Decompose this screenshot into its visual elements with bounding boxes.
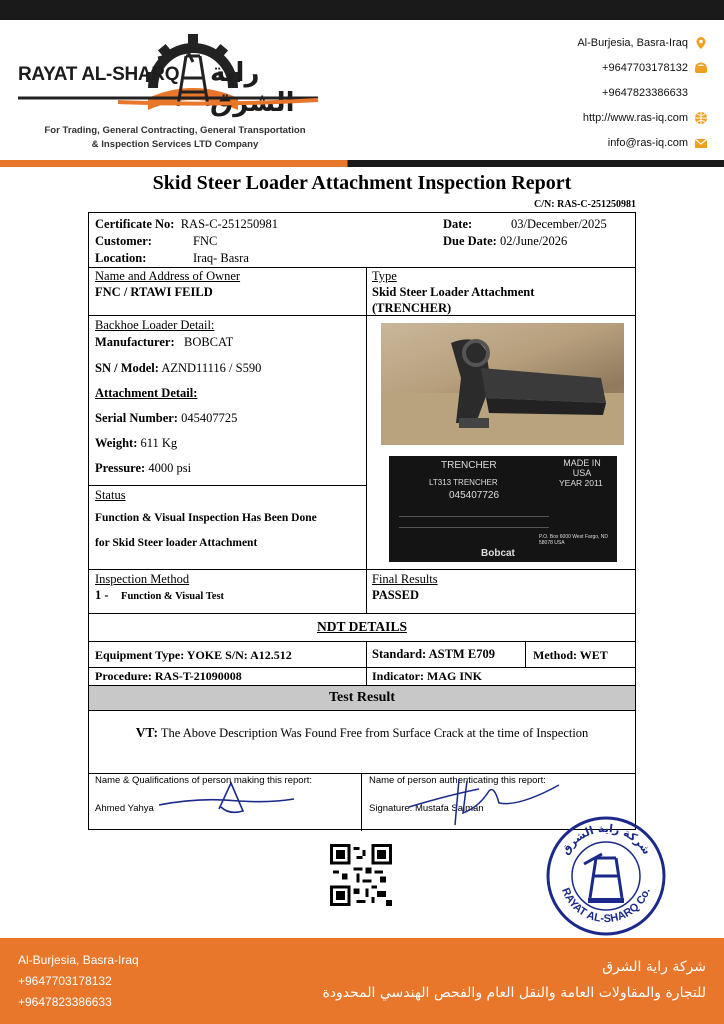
ndt-indicator: Indicator: MAG INK — [372, 669, 482, 683]
footer-phone1: +9647703178132 — [18, 974, 112, 988]
plate-year: YEAR 2011 — [559, 478, 603, 488]
plate-footer: P.O. Box 6000 West Fargo, ND 58078 USA — [539, 534, 609, 546]
footer-ar-line2: للتجارة والمقاولات العامة والنقل العام والفحص الهندسي المحدودة — [322, 985, 706, 1001]
plate-made-in: MADE IN USA — [563, 458, 601, 478]
nameplate-photo — [389, 456, 617, 562]
weight-value: 611 Kg — [140, 436, 178, 450]
attachment-heading: Attachment Detail: — [95, 386, 198, 400]
stamp-text-en: RAYAT AL-SHARQ Co. — [559, 886, 653, 926]
customer-label: Customer: — [95, 234, 152, 248]
globe-icon — [694, 111, 708, 125]
company-tagline — [20, 124, 330, 152]
report-table — [88, 212, 636, 830]
date-value: 03/December/2025 — [511, 217, 607, 231]
owner-heading: Name and Address of Owner — [95, 269, 241, 283]
certificate-label: Certificate No: — [95, 217, 175, 231]
tagline-line1: For Trading, General Contracting, General Transportation — [44, 125, 306, 136]
due-date-value: 02/June/2026 — [499, 234, 568, 248]
status-line1: Function & Visual Inspection Has Been Done — [95, 512, 317, 524]
phone-icon — [694, 61, 708, 75]
stamp-text-ar: شركة راية الشرق — [558, 821, 654, 857]
company-stamp — [544, 814, 668, 938]
contact-email[interactable]: info@ras-iq.com — [577, 130, 708, 155]
trencher-photo — [381, 323, 624, 445]
vt-text: The Above Description Was Found Free from Surface Crack at the time of Inspection — [160, 726, 589, 740]
type-line2: (TRENCHER) — [372, 301, 452, 315]
contact-website[interactable]: http://www.ras-iq.com — [577, 105, 708, 130]
footer-contact — [18, 950, 139, 1013]
contact-phone2: +9647823386633 — [602, 86, 688, 99]
authenticator-signature — [389, 777, 569, 829]
header-contact — [577, 30, 708, 155]
owner-block — [95, 268, 240, 300]
location-value: Iraq- Basra — [193, 251, 249, 265]
backhoe-heading: Backhoe Loader Detail: — [95, 318, 215, 332]
ndt-procedure: Procedure: RAS-T-21090008 — [95, 669, 242, 683]
type-block — [372, 268, 534, 316]
pressure-value: 4000 psi — [148, 461, 192, 475]
date-block — [443, 216, 607, 250]
sn-value: AZND11116 / S590 — [161, 361, 262, 375]
plate-line1: TRENCHER — [441, 460, 497, 471]
owner-value: FNC / RTAWI FEILD — [95, 285, 213, 299]
test-result-heading: Test Result — [329, 690, 395, 705]
certificate-block — [95, 216, 278, 267]
type-heading: Type — [372, 269, 397, 283]
method-block — [95, 571, 224, 605]
report-title: Skid Steer Loader Attachment Inspection Report — [152, 172, 572, 194]
inspector-signature — [159, 779, 299, 821]
method-num: 1 - — [95, 588, 109, 602]
cn-number: C/N: RAS-C-251250981 — [534, 199, 636, 210]
method-value: Function & Visual Test — [121, 591, 225, 602]
test-result-header — [89, 685, 635, 711]
status-block — [95, 487, 317, 551]
plate-model: LT313 TRENCHER — [429, 478, 498, 487]
weight-label: Weight: — [95, 436, 138, 450]
location-pin-icon — [694, 36, 708, 50]
manufacturer-label: Manufacturer: — [95, 335, 175, 349]
method-heading: Inspection Method — [95, 572, 190, 586]
inspector-heading: Name & Qualifications of person making this report: — [95, 775, 313, 786]
vt-label: VT: — [135, 725, 158, 740]
due-date-label: Due Date: — [443, 234, 497, 248]
logo-text-en: RAYAT AL-SHARQ — [18, 64, 180, 85]
plate-brand: Bobcat — [481, 548, 515, 559]
logo-swoosh — [18, 92, 318, 106]
authenticator-heading: Name of person authenticating this report: — [369, 775, 546, 786]
mail-icon — [694, 136, 708, 150]
type-line1: Skid Steer Loader Attachment — [372, 285, 535, 299]
details-block — [95, 317, 363, 477]
svg-text:RAYAT AL-SHARQ Co. — [559, 886, 653, 925]
location-label: Location: — [95, 251, 147, 265]
contact-address: Al-Burjesia, Basra-Iraq — [577, 30, 708, 55]
manufacturer-value: BOBCAT — [183, 335, 234, 349]
final-value: PASSED — [372, 588, 420, 602]
ndt-standard: Standard: ASTM E709 — [372, 647, 495, 661]
final-heading: Final Results — [372, 572, 438, 586]
footer-arabic — [322, 954, 706, 1006]
customer-value: FNC — [193, 234, 218, 248]
tagline-line2: & Inspection Services LTD Company — [91, 139, 259, 150]
date-label: Date: — [443, 217, 473, 231]
sn-label: SN / Model: — [95, 361, 159, 375]
page-footer — [0, 938, 724, 1024]
ndt-method: Method: WET — [533, 648, 608, 662]
inspector-name: Ahmed Yahya — [95, 803, 154, 814]
qr-code — [330, 844, 392, 906]
ndt-heading: NDT DETAILS — [317, 619, 407, 634]
final-block — [372, 571, 438, 603]
footer-address: Al-Burjesia, Basra-Iraq — [18, 953, 139, 967]
header-stripe — [0, 160, 724, 167]
contact-phone1: +9647703178132 — [577, 55, 708, 80]
footer-phone2: +9647823386633 — [18, 995, 112, 1009]
serial-value: 045407725 — [181, 411, 238, 425]
ndt-equipment: Equipment Type: YOKE S/N: A12.512 — [95, 648, 292, 662]
pressure-label: Pressure: — [95, 461, 146, 475]
top-bar — [0, 0, 724, 20]
authenticator-signature-text: Signature: Mustafa Salman — [369, 803, 484, 814]
certificate-no: RAS-C-251250981 — [180, 217, 278, 231]
status-heading: Status — [95, 488, 126, 502]
footer-ar-line1: شركة راية الشرق — [602, 959, 706, 975]
vt-result — [89, 725, 635, 741]
logo-text-ar: راية الشرق — [210, 58, 295, 118]
plate-serial: 045407726 — [449, 490, 500, 501]
status-line2: for Skid Steer loader Attachment — [95, 537, 258, 549]
serial-label: Serial Number: — [95, 411, 178, 425]
